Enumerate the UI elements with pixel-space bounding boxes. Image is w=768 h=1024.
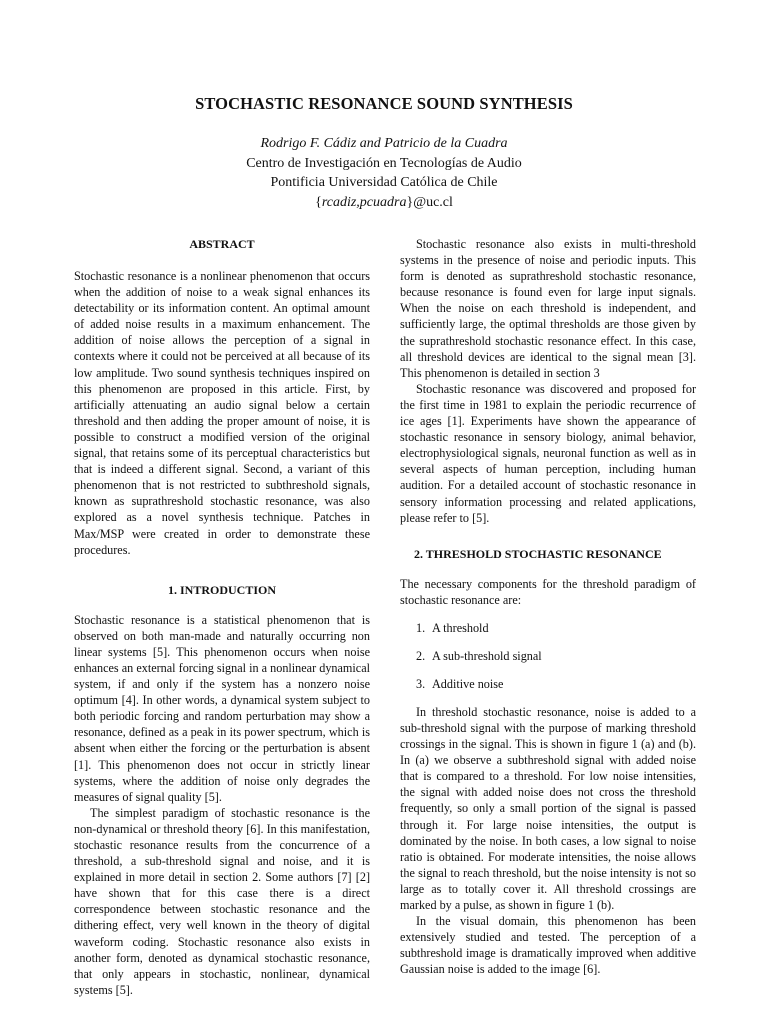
- suprathreshold-paragraph: Stochastic resonance also exists in multi-threshold systems in the presence of noise and periodic inputs. This form is denoted as suprathreshold stochastic resonance, because resonance is found even for large input signals. When the noise on each threshold is independent, and sufficiently large, the optimal thresholds are those given by the suprathreshold stochastic resonance effect. In this case, all threshold devices are identical to the signal mean [3]. This phenomenon is detailed in section 3: [400, 237, 696, 380]
- threshold-section-heading: 2. THRESHOLD STOCHASTIC RESONANCE: [414, 546, 662, 561]
- author-email: [0, 193, 768, 213]
- left-column: [74, 234, 370, 998]
- introduction-paragraph-2: The simplest paradigm of stochastic resonance is the non-dynamical or threshold theory [6]. In this manifestation, stochastic resonance results from the concurrence of a threshold, a sub-threshold signal and noise, and it is explained in more detail in section 2. Some authors [7] [2] have shown that for this case there is a direct correspondence between stochastic resonance and the dithering effect, very well known in the theory of digital waveform coding. Stochastic resonance also exists in another form, denoted as dynamical stochastic resonance, that only appears in stochastic, nonlinear, dynamical systems [5].: [74, 805, 370, 997]
- affiliation-line-1: Centro de Investigación en Tecnologías de Audio: [246, 155, 522, 171]
- components-list: [400, 620, 696, 692]
- list-number: 1.: [416, 620, 426, 635]
- abstract-heading: ABSTRACT: [189, 237, 255, 251]
- author-names: Rodrigo F. Cádiz and Patricio de la Cuadra: [260, 136, 508, 151]
- right-column: [400, 234, 696, 977]
- introduction-heading: 1. INTRODUCTION: [167, 582, 276, 597]
- email-domain: }@uc.cl: [406, 194, 453, 210]
- list-item: [400, 676, 696, 692]
- list-item: [400, 648, 696, 664]
- history-paragraph: Stochastic resonance was discovered and proposed for the first time in 1981 to explain the periodic recurrence of ice ages [1]. Experiments have shown the appearance of stochastic resonance in sensory biology, animal behavior, electrophysiological signals, neuronal function as well as in several aspects of human perception, including human audition. For a detailed account of stochastic resonance in sensory information processing and related applications, please refer to [5].: [400, 381, 696, 525]
- list-text: Additive noise: [432, 676, 504, 691]
- paper-title: STOCHASTIC RESONANCE SOUND SYNTHESIS: [195, 94, 573, 113]
- introduction-paragraph-1: Stochastic resonance is a statistical phenomenon that is observed on both man-made and naturally occurring non linear systems [5]. This phenomenon occurs when noise enhances an external forcing signal in a nonlinear dynamical system, if and only if the system has a nonzero noise optimum [4]. In other words, a dynamical system subject to both periodic forcing and random perturbation may show a resonance, defined as a peak in its power spectrum, which is absent when either the forcing or the perturbation is absent [1]. This phenomenon does not occur in strictly linear systems, where the addition of noise only degrades the measures of signal quality [5].: [74, 612, 370, 804]
- list-number: 3.: [416, 676, 426, 691]
- list-number: 2.: [416, 648, 426, 663]
- threshold-paragraph-2: In the visual domain, this phenomenon has been extensively studied and tested. The perception of a subthreshold image is dramatically improved when additive Gaussian noise is added to the image [6].: [400, 914, 696, 977]
- threshold-intro: The necessary components for the threshold paradigm of stochastic resonance are:: [400, 576, 696, 607]
- affiliation-line-2: Pontificia Universidad Católica de Chile: [270, 175, 498, 190]
- list-text: A sub-threshold signal: [432, 648, 542, 663]
- abstract-text: Stochastic resonance is a nonlinear phenomenon that occurs when the addition of noise to a weak signal enhances its detectability or its information content. An optimal amount of added noise results in a maximum enhancement. The addition of noise allows the perception of a signal in contexts where it could not be perceived at all because of its low amplitude. Two sound synthesis techniques inspired on this phenomenon are proposed in this article. First, by artificially attenuating an audio signal below a certain threshold and then adding the proper amount of noise, it is possible to construct a modified version of the original signal, that retains some of its perceptual characteristics but that is indeed a different signal. Second, a variant of this phenomenon that is not restricted to subthreshold signals, known as suprathreshold stochastic resonance, was also explored as a novel synthesis technique. Patches in Max/MSP were created in order to demonstrate these procedures.: [74, 269, 370, 557]
- threshold-paragraph-1: In threshold stochastic resonance, noise is added to a sub-threshold signal with the purpose of marking threshold crossings in the signal. This is shown in figure 1 (a) and (b). In (a) we observe a subthreshold signal with added noise that is compared to a threshold. For low noise intensities, the signal with added noise does not cross the threshold frequently, so only a small portion of the signal is passed through it. For large noise intensities, the output is dominated by the noise. In both cases, a low signal to noise ratio is obtained. For moderate intensities, the noise allows the signal to reach threshold, but the noise intensity is not so large as to totally cover it. All threshold crossings are marked by a pulse, as shown in figure 1 (b).: [400, 704, 696, 912]
- email-brace-open: {: [315, 194, 322, 210]
- author-block: [0, 134, 768, 212]
- list-text: A threshold: [432, 620, 489, 635]
- list-item: [400, 620, 696, 636]
- email-usernames: rcadiz,pcuadra: [321, 194, 407, 210]
